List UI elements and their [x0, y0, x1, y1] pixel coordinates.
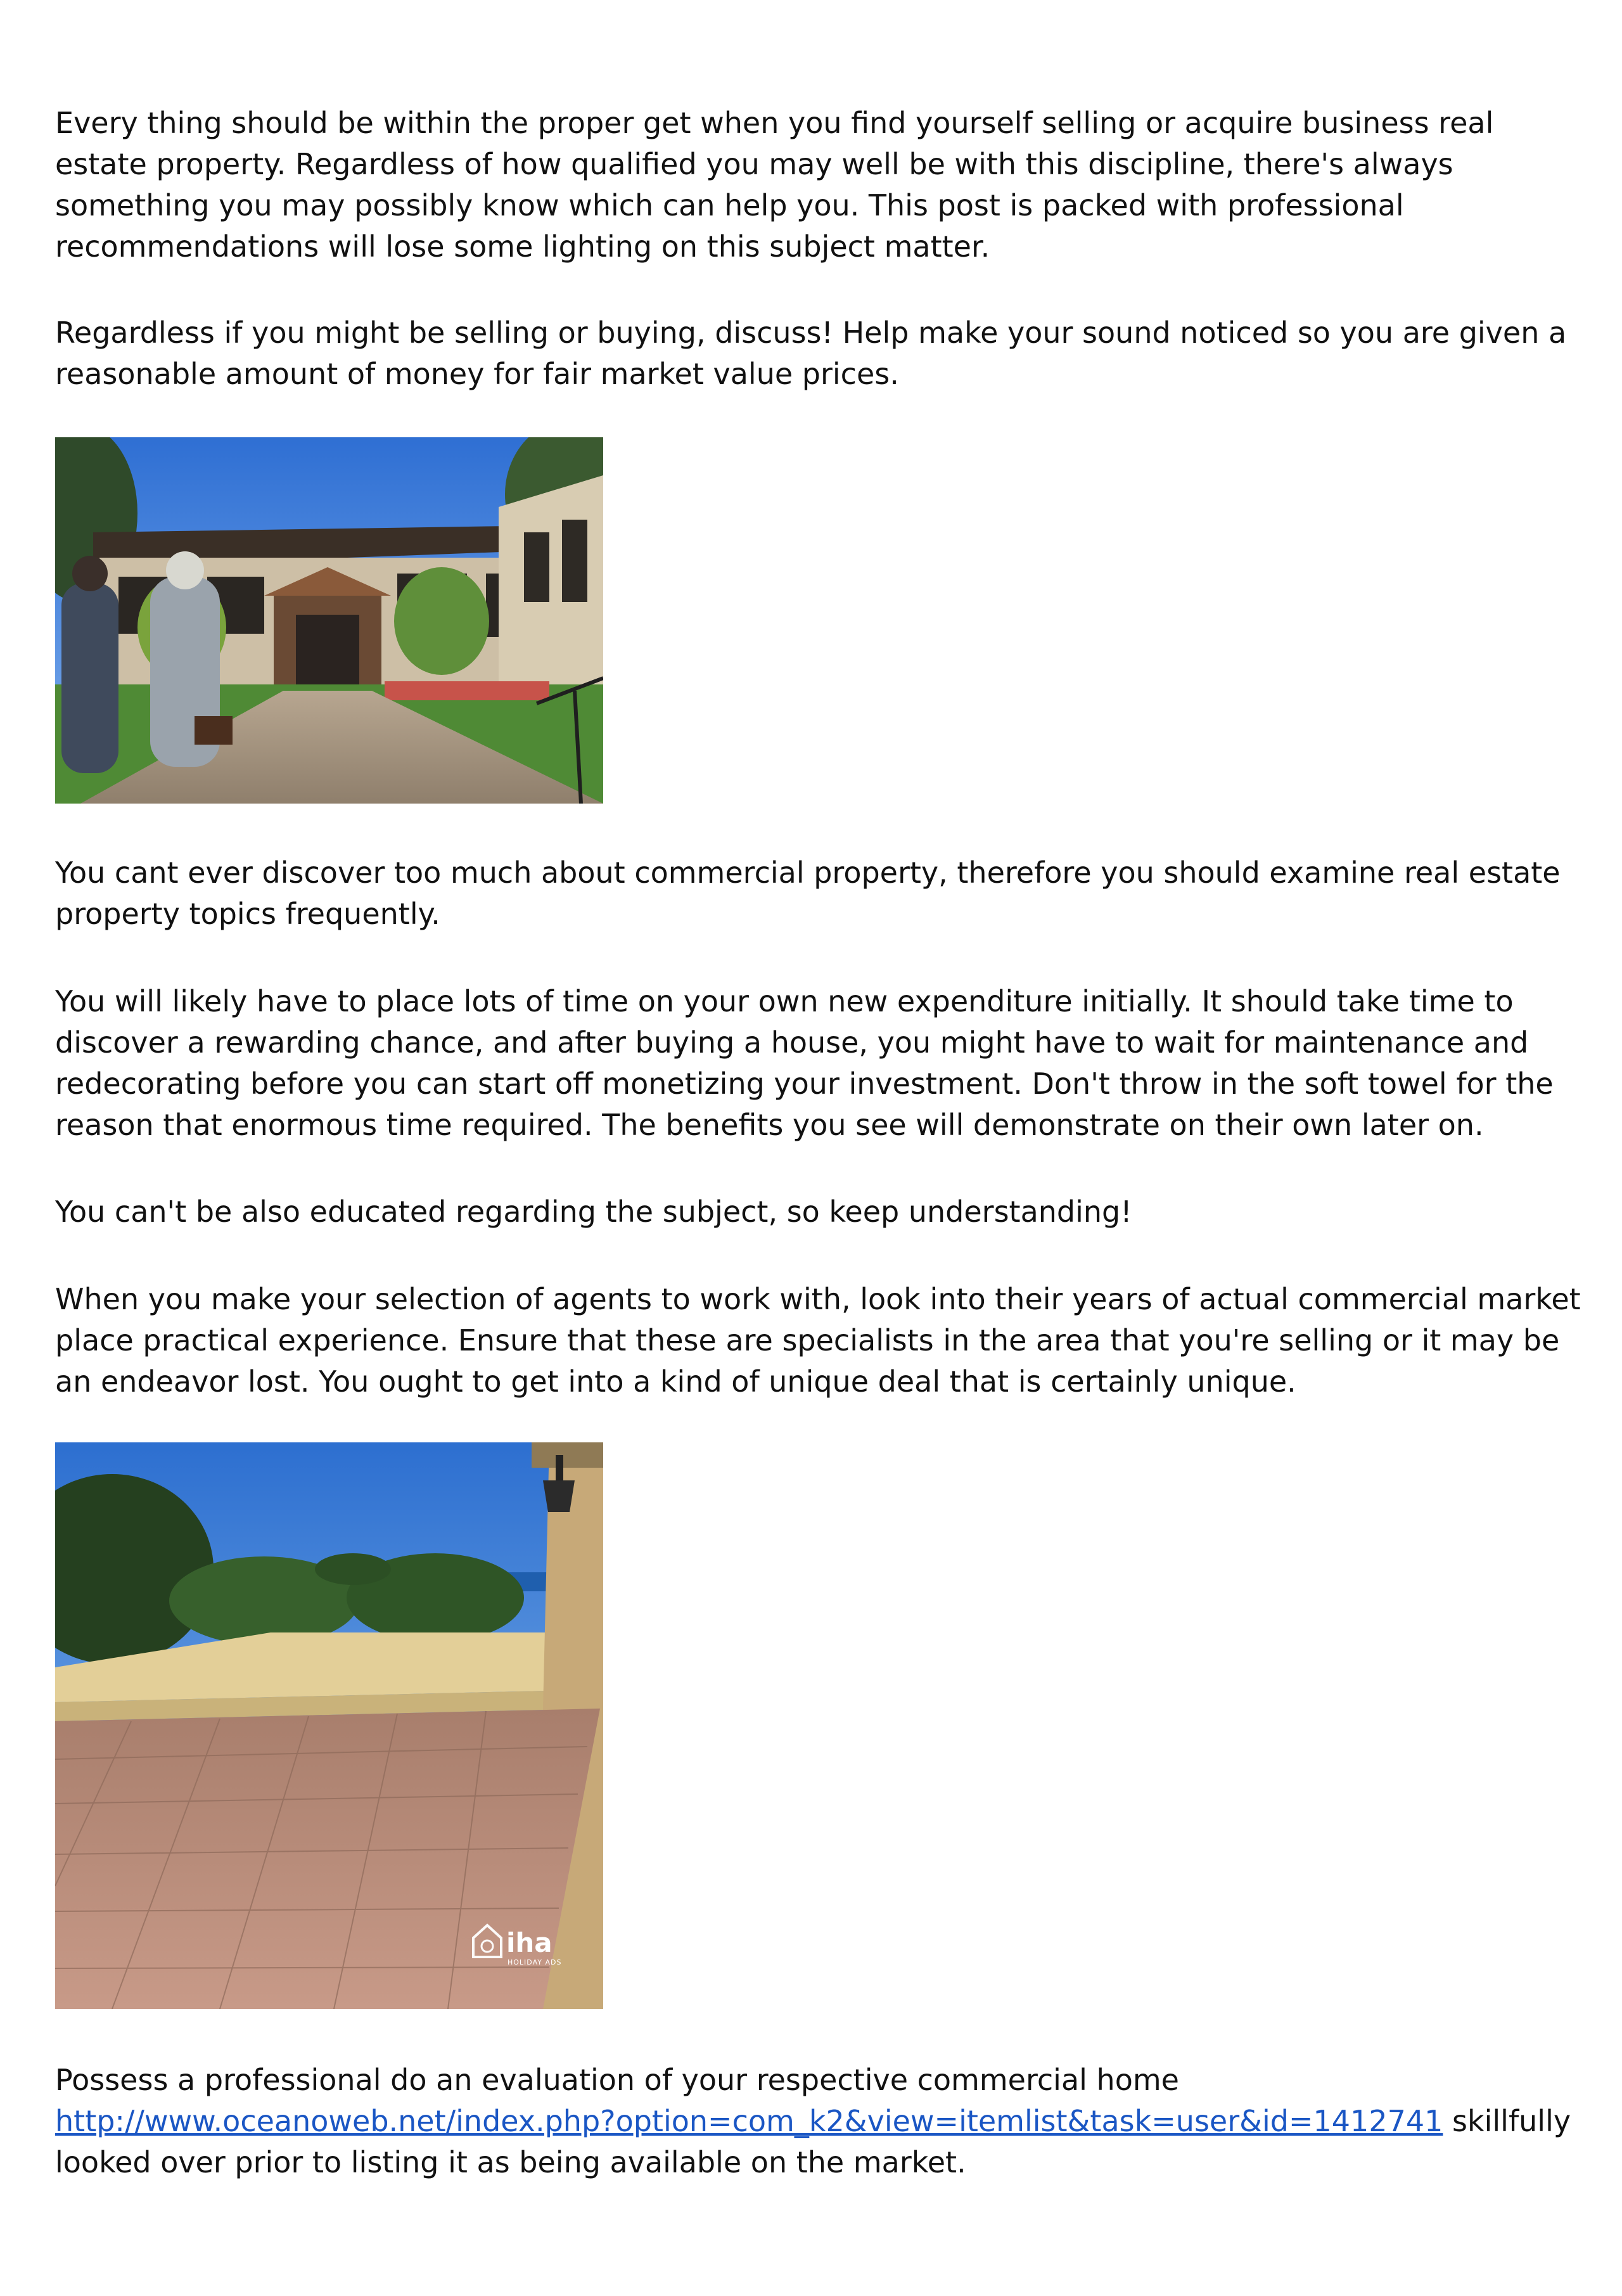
oceanoweb-link[interactable]: http://www.oceanoweb.net/index.php?option=com_k2&view=itemlist&task=user&id=1412741 [55, 2104, 1443, 2138]
paragraph-7-before: Possess a professional do an evaluation of your respective commercial home [55, 2063, 1179, 2097]
paragraph-7-after: skillfully looked over prior to listing it as being available on the market. [55, 2104, 1571, 2179]
iha-watermark-subtitle: HOLIDAY ADS [508, 1958, 562, 1966]
paragraph-3: You cant ever discover too much about commercial property, therefore you should examine real estate property topics frequently. [55, 856, 1561, 931]
paragraph-4: You will likely have to place lots of time on your own new expenditure initially. It should take time to discover a rewarding chance, and after buying a house, you might have to wait for maintenance and redecorating before you can start off monetizing your investment. Don't throw in the soft towel for the reason that enormous time required. The benefits you see will demonstrate on their own later on. [55, 984, 1554, 1142]
paragraph-7 [55, 2060, 1582, 2183]
paragraph-6: When you make your selection of agents to work with, look into their years of actual commercial market place practical experience. Ensure that these are specialists in the area that you're selling or it may be an endeavor lost. You ought to get into a kind of unique deal that is certainly unique. [55, 1282, 1581, 1399]
iha-watermark-brand: iha [506, 1927, 552, 1958]
paragraph-2: Regardless if you might be selling or buying, discuss! Help make your sound noticed so you are given a reasonable amount of money for fair market value prices. [55, 316, 1567, 391]
paragraph-5: You can't be also educated regarding the subject, so keep understanding! [55, 1195, 1132, 1229]
building-photo [55, 437, 603, 804]
terrace-photo [55, 1442, 603, 2009]
paragraph-1: Every thing should be within the proper get when you find yourself selling or acquire business real estate property. Regardless of how qualified you may well be with this discipline, there's always something you may possibly know which can help you. This post is packed with professional recommendations will lose some lighting on this subject matter. [55, 106, 1494, 264]
